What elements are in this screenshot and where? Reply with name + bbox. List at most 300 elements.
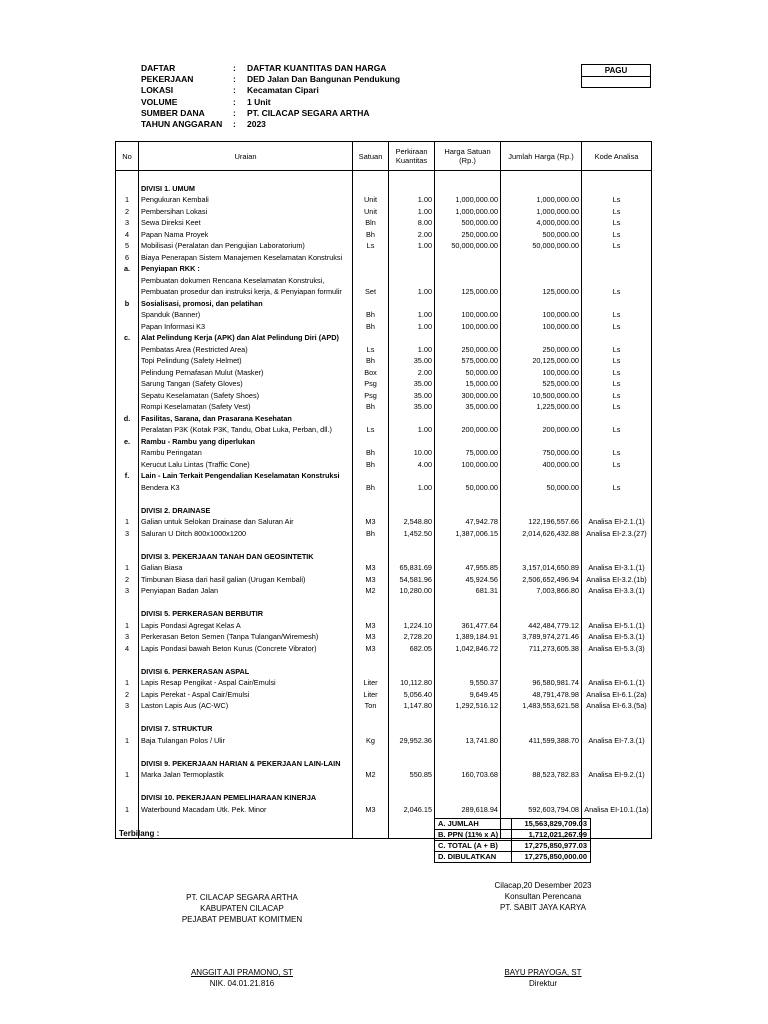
table-row xyxy=(116,551,652,563)
cell-uraian: Marka Jalan Termoplastik xyxy=(139,769,353,781)
label-tahun-anggaran: TAHUN ANGGARAN xyxy=(141,119,223,129)
totals-row xyxy=(435,852,591,863)
cell-jumlah-harga: 125,000.00 xyxy=(501,286,582,298)
cell-no: 3 xyxy=(116,631,139,643)
cell-jumlah-harga: 4,000,000.00 xyxy=(501,217,582,229)
cell-kuantitas xyxy=(389,758,435,770)
cell-harga-satuan: 35,000.00 xyxy=(435,401,501,413)
signature-right-block xyxy=(453,880,633,913)
cell-uraian: Rompi Keselamatan (Safety Vest) xyxy=(139,401,353,413)
cell-no xyxy=(116,505,139,517)
cell-satuan xyxy=(353,758,389,770)
cell-uraian xyxy=(139,493,353,505)
cell-kode-analisa xyxy=(582,815,652,827)
cell-uraian: Perkerasan Beton Semen (Tanpa Tulangan/Wiremesh) xyxy=(139,631,353,643)
cell-satuan xyxy=(353,597,389,609)
cell-jumlah-harga xyxy=(501,781,582,793)
cell-kode-analisa xyxy=(582,608,652,620)
cell-harga-satuan: 160,703.68 xyxy=(435,769,501,781)
cell-satuan: Psg xyxy=(353,390,389,402)
cell-kuantitas: 1.00 xyxy=(389,286,435,298)
cell-jumlah-harga xyxy=(501,597,582,609)
cell-kuantitas xyxy=(389,746,435,758)
cell-uraian xyxy=(139,746,353,758)
cell-uraian: DIVISI 1. UMUM xyxy=(139,183,353,195)
cell-jumlah-harga xyxy=(501,505,582,517)
cell-uraian: Rambu - Rambu yang diperlukan xyxy=(139,436,353,448)
cell-kuantitas: 10.00 xyxy=(389,447,435,459)
pagu-label: PAGU xyxy=(582,65,650,77)
cell-kuantitas xyxy=(389,436,435,448)
cell-kuantitas: 35.00 xyxy=(389,401,435,413)
cell-satuan: Unit xyxy=(353,194,389,206)
table-row xyxy=(116,240,652,252)
value-daftar: DAFTAR KUANTITAS DAN HARGA xyxy=(247,63,387,73)
cell-satuan: Bh xyxy=(353,447,389,459)
cell-no: c. xyxy=(116,332,139,344)
total-label: B. PPN (11% x A) xyxy=(435,830,512,841)
table-row xyxy=(116,712,652,724)
cell-no: 3 xyxy=(116,585,139,597)
sig-left-name: ANGGIT AJI PRAMONO, ST xyxy=(190,968,294,977)
cell-no xyxy=(116,493,139,505)
table-row xyxy=(116,194,652,206)
col-header-harga-satuan: Harga Satuan (Rp.) xyxy=(435,142,501,171)
cell-uraian xyxy=(139,827,353,839)
cell-kuantitas: 1.00 xyxy=(389,240,435,252)
cell-harga-satuan xyxy=(435,505,501,517)
table-row xyxy=(116,758,652,770)
cell-satuan: M3 xyxy=(353,574,389,586)
table-row xyxy=(116,344,652,356)
cell-uraian: Lapis Pondasi bawah Beton Kurus (Concrete Vibrator) xyxy=(139,643,353,655)
cell-kode-analisa: Analisa EI-7.3.(1) xyxy=(582,735,652,747)
cell-uraian: Topi Pelindung (Safety Helmet) xyxy=(139,355,353,367)
colon: : xyxy=(233,74,236,84)
cell-uraian: Galian Biasa xyxy=(139,562,353,574)
cell-harga-satuan xyxy=(435,758,501,770)
cell-uraian: Saluran U Ditch 800x1000x1200 xyxy=(139,528,353,540)
cell-harga-satuan: 9,550.37 xyxy=(435,677,501,689)
col-header-uraian: Uraian xyxy=(139,142,353,171)
sig-left-line1: PT. CILACAP SEGARA ARTHA xyxy=(186,893,298,902)
table-row xyxy=(116,574,652,586)
cell-kuantitas xyxy=(389,723,435,735)
cell-harga-satuan: 100,000.00 xyxy=(435,459,501,471)
cell-harga-satuan: 1,000,000.00 xyxy=(435,206,501,218)
cell-harga-satuan: 361,477.64 xyxy=(435,620,501,632)
table-row xyxy=(116,746,652,758)
cell-satuan: Set xyxy=(353,286,389,298)
cell-satuan xyxy=(353,275,389,287)
table-row xyxy=(116,804,652,816)
cell-kode-analisa xyxy=(582,666,652,678)
sig-left-line3: PEJABAT PEMBUAT KOMITMEN xyxy=(181,915,303,924)
quantity-price-table xyxy=(115,141,652,839)
cell-satuan: Bh xyxy=(353,229,389,241)
cell-jumlah-harga xyxy=(501,183,582,195)
cell-kuantitas: 2,728.20 xyxy=(389,631,435,643)
cell-harga-satuan xyxy=(435,493,501,505)
cell-uraian: DIVISI 3. PEKERJAAN TANAH DAN GEOSINTETIK xyxy=(139,551,353,563)
cell-harga-satuan: 45,924.56 xyxy=(435,574,501,586)
table-row xyxy=(116,263,652,275)
cell-kuantitas xyxy=(389,539,435,551)
cell-harga-satuan: 1,389,184.91 xyxy=(435,631,501,643)
cell-satuan: M3 xyxy=(353,804,389,816)
table-row xyxy=(116,631,652,643)
cell-uraian: Pembersihan Lokasi xyxy=(139,206,353,218)
cell-uraian: Pelindung Pernafasan Mulut (Masker) xyxy=(139,367,353,379)
cell-harga-satuan: 47,955.85 xyxy=(435,562,501,574)
table-row xyxy=(116,424,652,436)
cell-kuantitas: 1.00 xyxy=(389,321,435,333)
table-row xyxy=(116,620,652,632)
table-row xyxy=(116,677,652,689)
cell-harga-satuan: 1,387,006.15 xyxy=(435,528,501,540)
cell-harga-satuan: 250,000.00 xyxy=(435,229,501,241)
signature-left-name-block xyxy=(152,967,332,989)
cell-kode-analisa: Analisa EI-9.2.(1) xyxy=(582,769,652,781)
cell-kode-analisa xyxy=(582,712,652,724)
cell-satuan: Bln xyxy=(353,217,389,229)
cell-kode-analisa: Ls xyxy=(582,309,652,321)
table-row xyxy=(116,378,652,390)
cell-no xyxy=(116,275,139,287)
cell-kode-analisa: Ls xyxy=(582,482,652,494)
table-row xyxy=(116,229,652,241)
table-row xyxy=(116,217,652,229)
cell-no: 1 xyxy=(116,735,139,747)
cell-kode-analisa xyxy=(582,470,652,482)
cell-no xyxy=(116,781,139,793)
cell-kode-analisa: Analisa EI-3.3.(1) xyxy=(582,585,652,597)
table-row xyxy=(116,447,652,459)
cell-no: 2 xyxy=(116,574,139,586)
cell-no xyxy=(116,355,139,367)
cell-jumlah-harga: 100,000.00 xyxy=(501,309,582,321)
cell-harga-satuan xyxy=(435,263,501,275)
cell-satuan xyxy=(353,183,389,195)
cell-jumlah-harga xyxy=(501,332,582,344)
cell-no xyxy=(116,482,139,494)
cell-uraian: Laston Lapis Aus (AC-WC) xyxy=(139,700,353,712)
table-row xyxy=(116,608,652,620)
cell-kuantitas: 5,056.40 xyxy=(389,689,435,701)
cell-no: f. xyxy=(116,470,139,482)
cell-satuan xyxy=(353,413,389,425)
cell-jumlah-harga: 3,789,974,271.46 xyxy=(501,631,582,643)
cell-no xyxy=(116,378,139,390)
cell-uraian xyxy=(139,815,353,827)
totals-table xyxy=(434,818,591,863)
table-row xyxy=(116,643,652,655)
cell-jumlah-harga: 1,483,553,621.58 xyxy=(501,700,582,712)
cell-jumlah-harga: 750,000.00 xyxy=(501,447,582,459)
sig-left-id: NIK. 04.01.21.816 xyxy=(209,979,275,988)
cell-uraian xyxy=(139,597,353,609)
cell-no: 1 xyxy=(116,677,139,689)
cell-harga-satuan: 50,000,000.00 xyxy=(435,240,501,252)
cell-uraian: Lapis Perekat - Aspal Cair/Emulsi xyxy=(139,689,353,701)
cell-uraian: Lapis Resap Pengikat - Aspal Cair/Emulsi xyxy=(139,677,353,689)
cell-kuantitas xyxy=(389,827,435,839)
colon: : xyxy=(233,108,236,118)
cell-harga-satuan xyxy=(435,539,501,551)
cell-kuantitas xyxy=(389,470,435,482)
cell-kode-analisa: Ls xyxy=(582,367,652,379)
cell-satuan: Bh xyxy=(353,528,389,540)
cell-uraian xyxy=(139,171,353,183)
cell-uraian: Mobilisasi (Peralatan dan Pengujian Laboratorium) xyxy=(139,240,353,252)
total-value: 1,712,021,267.99 xyxy=(512,830,591,841)
table-row xyxy=(116,516,652,528)
cell-kuantitas: 1,147.80 xyxy=(389,700,435,712)
cell-kuantitas xyxy=(389,505,435,517)
cell-uraian: Lapis Pondasi Agregat Kelas A xyxy=(139,620,353,632)
cell-kode-analisa xyxy=(582,597,652,609)
cell-no xyxy=(116,286,139,298)
cell-uraian: Bendera K3 xyxy=(139,482,353,494)
cell-satuan xyxy=(353,505,389,517)
cell-kuantitas: 35.00 xyxy=(389,378,435,390)
cell-satuan xyxy=(353,827,389,839)
cell-uraian: Peralatan P3K (Kotak P3K, Tandu, Obat Luka, Perban, dll.) xyxy=(139,424,353,436)
cell-kode-analisa xyxy=(582,493,652,505)
cell-harga-satuan xyxy=(435,413,501,425)
colon: : xyxy=(233,85,236,95)
table-row xyxy=(116,539,652,551)
cell-kode-analisa: Analisa EI-10.1.(1a) xyxy=(582,804,652,816)
cell-satuan xyxy=(353,332,389,344)
colon: : xyxy=(233,63,236,73)
cell-harga-satuan xyxy=(435,470,501,482)
cell-no xyxy=(116,447,139,459)
cell-kode-analisa xyxy=(582,551,652,563)
cell-uraian: Penyiapan Badan Jalan xyxy=(139,585,353,597)
cell-kuantitas: 54,581.96 xyxy=(389,574,435,586)
cell-kuantitas xyxy=(389,654,435,666)
cell-kode-analisa: Analisa EI-2.3.(27) xyxy=(582,528,652,540)
cell-kuantitas xyxy=(389,332,435,344)
cell-kode-analisa: Analisa EI-5.3.(3) xyxy=(582,643,652,655)
table-row xyxy=(116,286,652,298)
col-header-jumlah-harga: Jumlah Harga (Rp.) xyxy=(501,142,582,171)
table-row xyxy=(116,321,652,333)
cell-jumlah-harga: 7,003,866.80 xyxy=(501,585,582,597)
totals-row xyxy=(435,841,591,852)
cell-uraian: DIVISI 7. STRUKTUR xyxy=(139,723,353,735)
cell-uraian: Lain - Lain Terkait Pengendalian Keselamatan Konstruksi xyxy=(139,470,353,482)
cell-kode-analisa: Ls xyxy=(582,447,652,459)
table-row xyxy=(116,585,652,597)
table-row xyxy=(116,666,652,678)
cell-jumlah-harga: 500,000.00 xyxy=(501,229,582,241)
cell-uraian: Penyiapan RKK : xyxy=(139,263,353,275)
cell-no: 1 xyxy=(116,562,139,574)
cell-no xyxy=(116,183,139,195)
cell-harga-satuan: 681.31 xyxy=(435,585,501,597)
cell-kode-analisa: Analisa EI-6.1.(1) xyxy=(582,677,652,689)
table-row xyxy=(116,792,652,804)
cell-satuan xyxy=(353,666,389,678)
cell-kuantitas xyxy=(389,815,435,827)
cell-kode-analisa: Analisa EI-5.1.(1) xyxy=(582,620,652,632)
cell-no: 3 xyxy=(116,700,139,712)
table-row xyxy=(116,171,652,183)
cell-no xyxy=(116,608,139,620)
cell-harga-satuan xyxy=(435,712,501,724)
table-row xyxy=(116,470,652,482)
cell-kode-analisa: Analisa EI-2.1.(1) xyxy=(582,516,652,528)
cell-jumlah-harga: 50,000.00 xyxy=(501,482,582,494)
cell-kuantitas xyxy=(389,666,435,678)
cell-satuan xyxy=(353,263,389,275)
cell-kuantitas: 2,046.15 xyxy=(389,804,435,816)
cell-harga-satuan: 47,942.78 xyxy=(435,516,501,528)
cell-harga-satuan: 75,000.00 xyxy=(435,447,501,459)
cell-jumlah-harga xyxy=(501,436,582,448)
cell-kuantitas: 29,952.36 xyxy=(389,735,435,747)
table-row xyxy=(116,298,652,310)
cell-jumlah-harga xyxy=(501,608,582,620)
cell-satuan xyxy=(353,608,389,620)
cell-kuantitas: 2.00 xyxy=(389,367,435,379)
table-row xyxy=(116,689,652,701)
col-header-satuan: Satuan xyxy=(353,142,389,171)
cell-kuantitas: 8.00 xyxy=(389,217,435,229)
cell-jumlah-harga xyxy=(501,551,582,563)
cell-uraian: Galian untuk Selokan Drainase dan Saluran Air xyxy=(139,516,353,528)
cell-kode-analisa: Ls xyxy=(582,344,652,356)
table-row xyxy=(116,723,652,735)
cell-uraian: Papan Nama Proyek xyxy=(139,229,353,241)
cell-kuantitas xyxy=(389,551,435,563)
table-row xyxy=(116,735,652,747)
cell-no: 1 xyxy=(116,620,139,632)
cell-jumlah-harga: 250,000.00 xyxy=(501,344,582,356)
cell-jumlah-harga: 122,196,557.66 xyxy=(501,516,582,528)
cell-harga-satuan xyxy=(435,298,501,310)
cell-kode-analisa xyxy=(582,298,652,310)
cell-jumlah-harga: 100,000.00 xyxy=(501,321,582,333)
cell-kuantitas xyxy=(389,275,435,287)
cell-no xyxy=(116,321,139,333)
sig-right-name: BAYU PRAYOGA, ST xyxy=(504,968,582,977)
cell-kode-analisa: Analisa EI-6.3.(5a) xyxy=(582,700,652,712)
cell-kode-analisa xyxy=(582,332,652,344)
cell-uraian: Kerucut Lalu Lintas (Traffic Cone) xyxy=(139,459,353,471)
cell-uraian xyxy=(139,654,353,666)
cell-uraian: Sosialisasi, promosi, dan pelatihan xyxy=(139,298,353,310)
cell-satuan: Ton xyxy=(353,700,389,712)
cell-kode-analisa xyxy=(582,252,652,264)
cell-kode-analisa xyxy=(582,171,652,183)
table-row xyxy=(116,493,652,505)
cell-satuan xyxy=(353,746,389,758)
cell-jumlah-harga xyxy=(501,275,582,287)
table-row xyxy=(116,275,652,287)
table-row xyxy=(116,206,652,218)
cell-no: b xyxy=(116,298,139,310)
cell-kode-analisa xyxy=(582,413,652,425)
cell-kuantitas xyxy=(389,712,435,724)
cell-harga-satuan xyxy=(435,746,501,758)
cell-kuantitas: 10,280.00 xyxy=(389,585,435,597)
cell-jumlah-harga xyxy=(501,413,582,425)
sig-right-line1: Konsultan Perencana xyxy=(504,892,582,901)
cell-kuantitas xyxy=(389,252,435,264)
cell-uraian: DIVISI 10. PEKERJAAN PEMELIHARAAN KINERJA xyxy=(139,792,353,804)
cell-harga-satuan xyxy=(435,723,501,735)
cell-harga-satuan xyxy=(435,654,501,666)
table-row xyxy=(116,436,652,448)
cell-harga-satuan: 1,000,000.00 xyxy=(435,194,501,206)
cell-jumlah-harga xyxy=(501,758,582,770)
label-sumber-dana: SUMBER DANA xyxy=(141,108,205,118)
cell-kode-analisa xyxy=(582,792,652,804)
cell-no xyxy=(116,792,139,804)
cell-uraian xyxy=(139,539,353,551)
table-row xyxy=(116,252,652,264)
cell-jumlah-harga: 1,225,000.00 xyxy=(501,401,582,413)
cell-no xyxy=(116,401,139,413)
cell-satuan xyxy=(353,712,389,724)
cell-kuantitas: 10,112.80 xyxy=(389,677,435,689)
cell-harga-satuan xyxy=(435,171,501,183)
table-row xyxy=(116,700,652,712)
cell-jumlah-harga xyxy=(501,539,582,551)
cell-jumlah-harga: 50,000,000.00 xyxy=(501,240,582,252)
cell-jumlah-harga: 525,000.00 xyxy=(501,378,582,390)
cell-kode-analisa xyxy=(582,758,652,770)
cell-jumlah-harga xyxy=(501,493,582,505)
cell-satuan xyxy=(353,551,389,563)
cell-no xyxy=(116,746,139,758)
cell-jumlah-harga: 592,603,794.08 xyxy=(501,804,582,816)
cell-uraian: Pembuatan prosedur dan instruksi kerja, & Penyiapan formulir xyxy=(139,286,353,298)
col-header-no: No xyxy=(116,142,139,171)
cell-jumlah-harga: 411,599,388.70 xyxy=(501,735,582,747)
label-volume: VOLUME xyxy=(141,97,178,107)
cell-kode-analisa: Ls xyxy=(582,424,652,436)
cell-kuantitas: 1,224.10 xyxy=(389,620,435,632)
cell-satuan: M2 xyxy=(353,585,389,597)
label-daftar: DAFTAR xyxy=(141,63,176,73)
cell-jumlah-harga: 442,484,779.12 xyxy=(501,620,582,632)
cell-uraian: Baja Tulangan Polos / Ulir xyxy=(139,735,353,747)
cell-no xyxy=(116,551,139,563)
cell-kuantitas xyxy=(389,413,435,425)
cell-harga-satuan: 15,000.00 xyxy=(435,378,501,390)
cell-kode-analisa xyxy=(582,539,652,551)
cell-jumlah-harga: 48,791,478.98 xyxy=(501,689,582,701)
cell-uraian: Pembuatan dokumen Rencana Keselamatan Konstruksi, xyxy=(139,275,353,287)
sig-right-line2: PT. SABIT JAYA KARYA xyxy=(500,903,586,912)
cell-satuan: Bh xyxy=(353,355,389,367)
cell-uraian: DIVISI 6. PERKERASAN ASPAL xyxy=(139,666,353,678)
cell-satuan xyxy=(353,470,389,482)
cell-kode-analisa: Analisa EI-3.2.(1b) xyxy=(582,574,652,586)
table-row xyxy=(116,597,652,609)
cell-kode-analisa: Analisa EI-3.1.(1) xyxy=(582,562,652,574)
cell-kuantitas xyxy=(389,493,435,505)
table-row xyxy=(116,183,652,195)
cell-jumlah-harga: 711,273,605.38 xyxy=(501,643,582,655)
total-label: D. DIBULATKAN xyxy=(435,852,512,863)
sig-left-line2: KABUPATEN CILACAP xyxy=(200,904,284,913)
cell-kuantitas: 682.05 xyxy=(389,643,435,655)
